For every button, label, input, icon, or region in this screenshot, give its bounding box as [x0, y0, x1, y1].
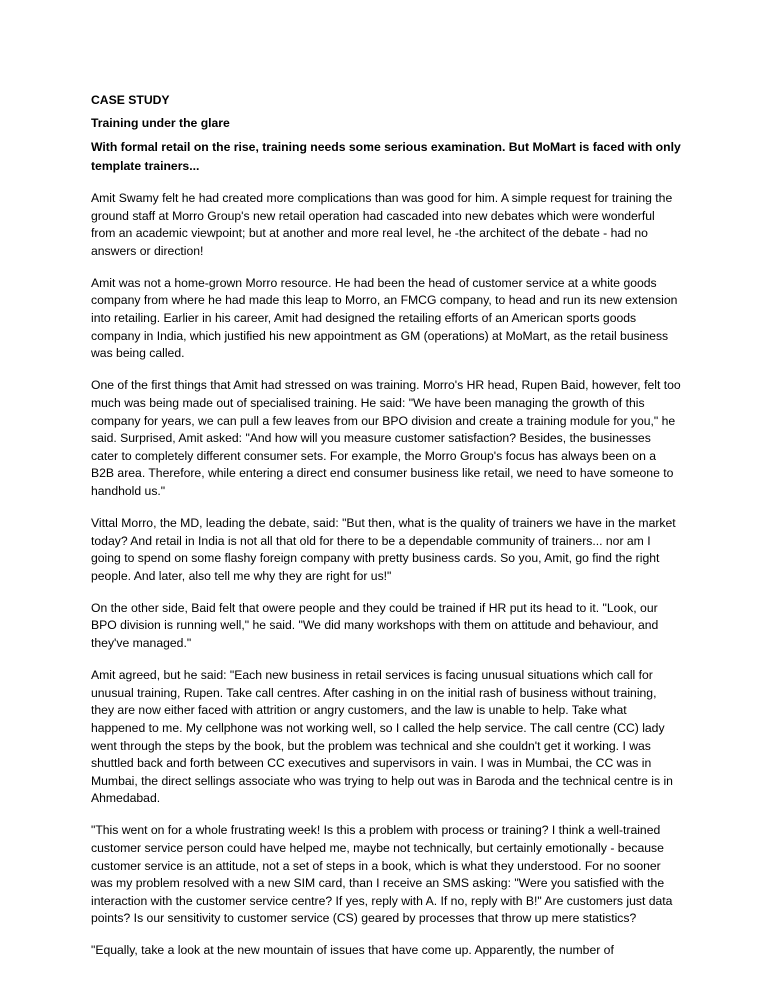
case-study-label: CASE STUDY [91, 93, 170, 107]
paragraph-3: One of the first things that Amit had stressed on was training. Morro's HR head, Rupen Baid, however, felt too much was being made out of specialised training. He said: "We have been managing the growth of this company for years, we can pull a few leaves from our BPO division and create a training module for you," he said. Surprised, Amit asked: "And how will you measure customer satisfaction? Besides, the businesses cater to completely different consumer sets. For example, the Morro Group's focus has always been on a B2B area. Therefore, while entering a direct end consumer business like retail, we need to have someone to handhold us." [91, 378, 681, 498]
article-title: Training under the glare [91, 116, 230, 130]
paragraph-4: Vittal Morro, the MD, leading the debate, said: "But then, what is the quality of trainers we have in the market today? And retail in India is not all that old for there to be a dependable community of trainers... nor am I going to spend on some flashy foreign company with pretty business cards. So you, Amit, go find the right people. And later, also tell me why they are right for us!" [91, 516, 676, 583]
paragraph-8: "Equally, take a look at the new mountain of issues that have come up. Apparently, the number of [91, 943, 614, 958]
article-lead: With formal retail on the rise, training needs some serious examination. But MoMart is faced with only template trainers... [91, 140, 681, 173]
paragraph-2: Amit was not a home-grown Morro resource. He had been the head of customer service at a white goods company from where he had made this leap to Morro, an FMCG company, to head and run its new extension into retailing. Earlier in his career, Amit had designed the retailing efforts of an American sports goods company in India, which justified his new appointment as GM (operations) at MoMart, as the retail business was being called. [91, 275, 678, 361]
paragraph-6: Amit agreed, but he said: "Each new business in retail services is facing unusual situations which call for unusual training, Rupen. Take call centres. After cashing in on the initial rash of business without training, they are now either faced with attrition or angry customers, and the law is unable to help. Take what happened to me. My cellphone was not working well, so I called the help service. The call centre (CC) lady went through the steps by the book, but the problem was technical and she couldn't get it working. I was shuttled back and forth between CC executives and supervisors in vain. I was in Mumbai, the CC was in Mumbai, the direct sellings associate who was trying to help out was in Baroda and the technical centre is in Ahmedabad. [91, 668, 673, 806]
paragraph-5: On the other side, Baid felt that owere people and they could be trained if HR put its head to it. "Look, our BPO division is running well," he said. "We did many workshops with them on attitude and behaviour, and they've managed." [91, 600, 659, 651]
document-body [91, 92, 681, 975]
paragraph-7: "This went on for a whole frustrating week! Is this a problem with process or training? I think a well-trained customer service person could have helped me, maybe not technically, but certainly emotionally - because customer service is an attitude, not a set of steps in a book, which is what they understood. For no sooner was my problem resolved with a new SIM card, than I receive an SMS asking: "Were you satisfied with the interaction with the customer service centre? If yes, reply with A. If no, reply with B!" Are customers just data points? Is our sensitivity to customer service (CS) geared by processes that throw up mere statistics? [91, 823, 673, 926]
paragraph-1: Amit Swamy felt he had created more complications than was good for him. A simple request for training the ground staff at Morro Group's new retail operation had cascaded into new debates which were wonderful from an academic viewpoint; but at another and more real level, he -the architect of the debate - had no answers or direction! [91, 191, 673, 258]
